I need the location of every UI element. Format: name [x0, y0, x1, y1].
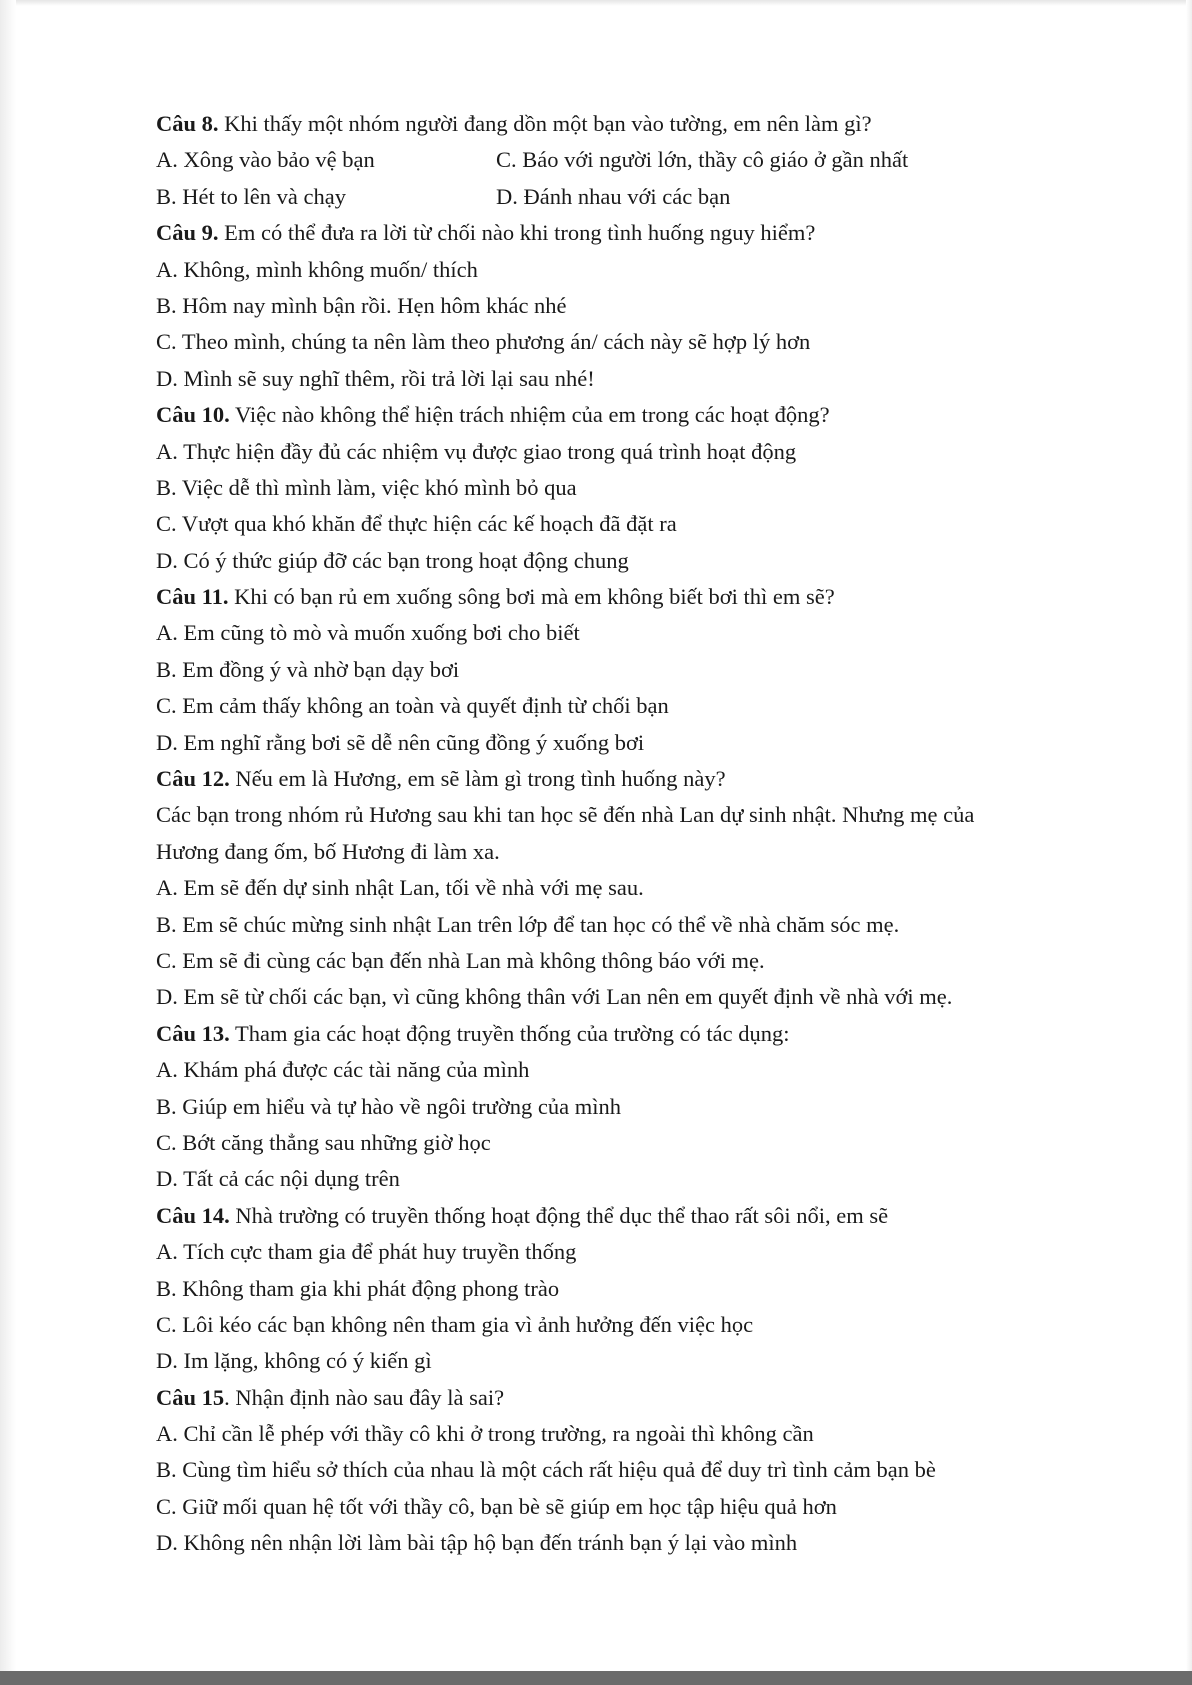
question-11 [156, 579, 1106, 615]
answer-option: D. Có ý thức giúp đỡ các bạn trong hoạt động chung [156, 547, 629, 573]
answer-option: A. Không, mình không muốn/ thích [156, 256, 478, 282]
scan-edge-bottom [0, 1671, 1192, 1685]
question-number: Câu 8. [156, 111, 219, 136]
question-8 [156, 106, 1106, 142]
answer-option: B. Em sẽ chúc mừng sinh nhật Lan trên lớp để tan học có thể về nhà chăm sóc mẹ. [156, 911, 900, 937]
question-text: Tham gia các hoạt động truyền thống của trường có tác dụng: [229, 1020, 790, 1046]
answer-row [156, 142, 1106, 178]
answer-option: B. Em đồng ý và nhờ bạn dạy bơi [156, 656, 460, 682]
question-text: Việc nào không thể hiện trách nhiệm của em trong các hoạt động? [229, 402, 830, 428]
question-text: Nhà trường có truyền thống hoạt động thể dục thể thao rất sôi nổi, em sẽ [229, 1202, 889, 1228]
scan-edge-right [1186, 0, 1192, 1685]
answer-option: D. Không nên nhận lời làm bài tập hộ bạn đến tránh bạn ý lại vào mình [156, 1530, 798, 1556]
exam-page [156, 106, 1106, 1562]
question-text: . Nhận định nào sau đây là sai? [224, 1384, 505, 1410]
answer-option: C. Báo với người lớn, thầy cô giáo ở gần nhất [496, 147, 909, 173]
question-number: Câu 14. [156, 1202, 230, 1228]
question-number: Câu 11. [156, 584, 229, 610]
answer-option: B. Hét to lên và chạy [156, 183, 346, 209]
answer-option: D. Đánh nhau với các bạn [496, 183, 731, 209]
question-number: Câu 10. [156, 402, 230, 428]
question-text: Nếu em là Hương, em sẽ làm gì trong tình huống này? [229, 766, 726, 792]
answer-option: D. Em sẽ từ chối các bạn, vì cũng không thân với Lan nên em quyết định về nhà với mẹ. [156, 984, 953, 1010]
question-13 [156, 1016, 1106, 1052]
scan-edge-left [0, 0, 16, 1685]
question-10 [156, 397, 1106, 433]
answer-option: A. Khám phá được các tài năng của mình [156, 1057, 530, 1083]
answer-option: D. Mình sẽ suy nghĩ thêm, rồi trả lời lại sau nhé! [156, 365, 595, 391]
answer-option: C. Giữ mối quan hệ tốt với thầy cô, bạn bè sẽ giúp em học tập hiệu quả hơn [156, 1493, 837, 1519]
question-text: Khi có bạn rủ em xuống sông bơi mà em không biết bơi thì em sẽ? [228, 584, 835, 610]
question-text: Em có thể đưa ra lời từ chối nào khi trong tình huống nguy hiểm? [218, 220, 816, 246]
answer-option: A. Thực hiện đầy đủ các nhiệm vụ được giao trong quá trình hoạt động [156, 438, 797, 464]
question-text: Khi thấy một nhóm người đang dồn một bạn vào tường, em nên làm gì? [218, 111, 872, 136]
answer-option: D. Tất cả các nội dụng trên [156, 1166, 400, 1192]
answer-option: C. Lôi kéo các bạn không nên tham gia vì ảnh hưởng đến việc học [156, 1311, 754, 1337]
question-12 [156, 761, 1106, 797]
answer-option: C. Em sẽ đi cùng các bạn đến nhà Lan mà không thông báo với mẹ. [156, 947, 765, 973]
answer-option: B. Việc dễ thì mình làm, việc khó mình bỏ qua [156, 474, 577, 500]
answer-option: A. Xông vào bảo vệ bạn [156, 147, 375, 173]
answer-option: B. Cùng tìm hiểu sở thích của nhau là một cách rất hiệu quả để duy trì tình cảm bạn bè [156, 1457, 936, 1483]
question-number: Câu 15 [156, 1384, 225, 1410]
question-number: Câu 9. [156, 220, 219, 246]
answer-option: B. Hôm nay mình bận rồi. Hẹn hôm khác nhé [156, 292, 567, 318]
answer-option: D. Im lặng, không có ý kiến gì [156, 1348, 432, 1374]
answer-option: A. Tích cực tham gia để phát huy truyền thống [156, 1239, 577, 1265]
answer-option: A. Em cũng tò mò và muốn xuống bơi cho biết [156, 620, 580, 646]
answer-option: A. Em sẽ đến dự sinh nhật Lan, tối về nhà với mẹ sau. [156, 875, 644, 901]
question-number: Câu 12. [156, 766, 230, 792]
question-15 [156, 1380, 1106, 1416]
scan-edge-top [0, 0, 1192, 6]
answer-option: D. Em nghĩ rằng bơi sẽ dễ nên cũng đồng ý xuống bơi [156, 729, 645, 755]
answer-option: B. Giúp em hiểu và tự hào về ngôi trường của mình [156, 1093, 621, 1119]
question-number: Câu 13. [156, 1020, 230, 1046]
answer-option: C. Em cảm thấy không an toàn và quyết định từ chối bạn [156, 693, 669, 719]
answer-row [156, 179, 1106, 215]
answer-option: B. Không tham gia khi phát động phong trào [156, 1275, 560, 1301]
answer-option: C. Vượt qua khó khăn để thực hiện các kế hoạch đã đặt ra [156, 511, 677, 537]
answer-option: A. Chỉ cần lễ phép với thầy cô khi ở trong trường, ra ngoài thì không cần [156, 1421, 814, 1447]
answer-option: C. Bớt căng thẳng sau những giờ học [156, 1129, 491, 1155]
question-14 [156, 1198, 1106, 1234]
question-context: Các bạn trong nhóm rủ Hương sau khi tan học sẽ đến nhà Lan dự sinh nhật. Nhưng mẹ của [156, 802, 975, 828]
answer-option: C. Theo mình, chúng ta nên làm theo phương án/ cách này sẽ hợp lý hơn [156, 329, 811, 355]
question-9 [156, 215, 1106, 251]
question-context: Hương đang ốm, bố Hương đi làm xa. [156, 838, 500, 864]
